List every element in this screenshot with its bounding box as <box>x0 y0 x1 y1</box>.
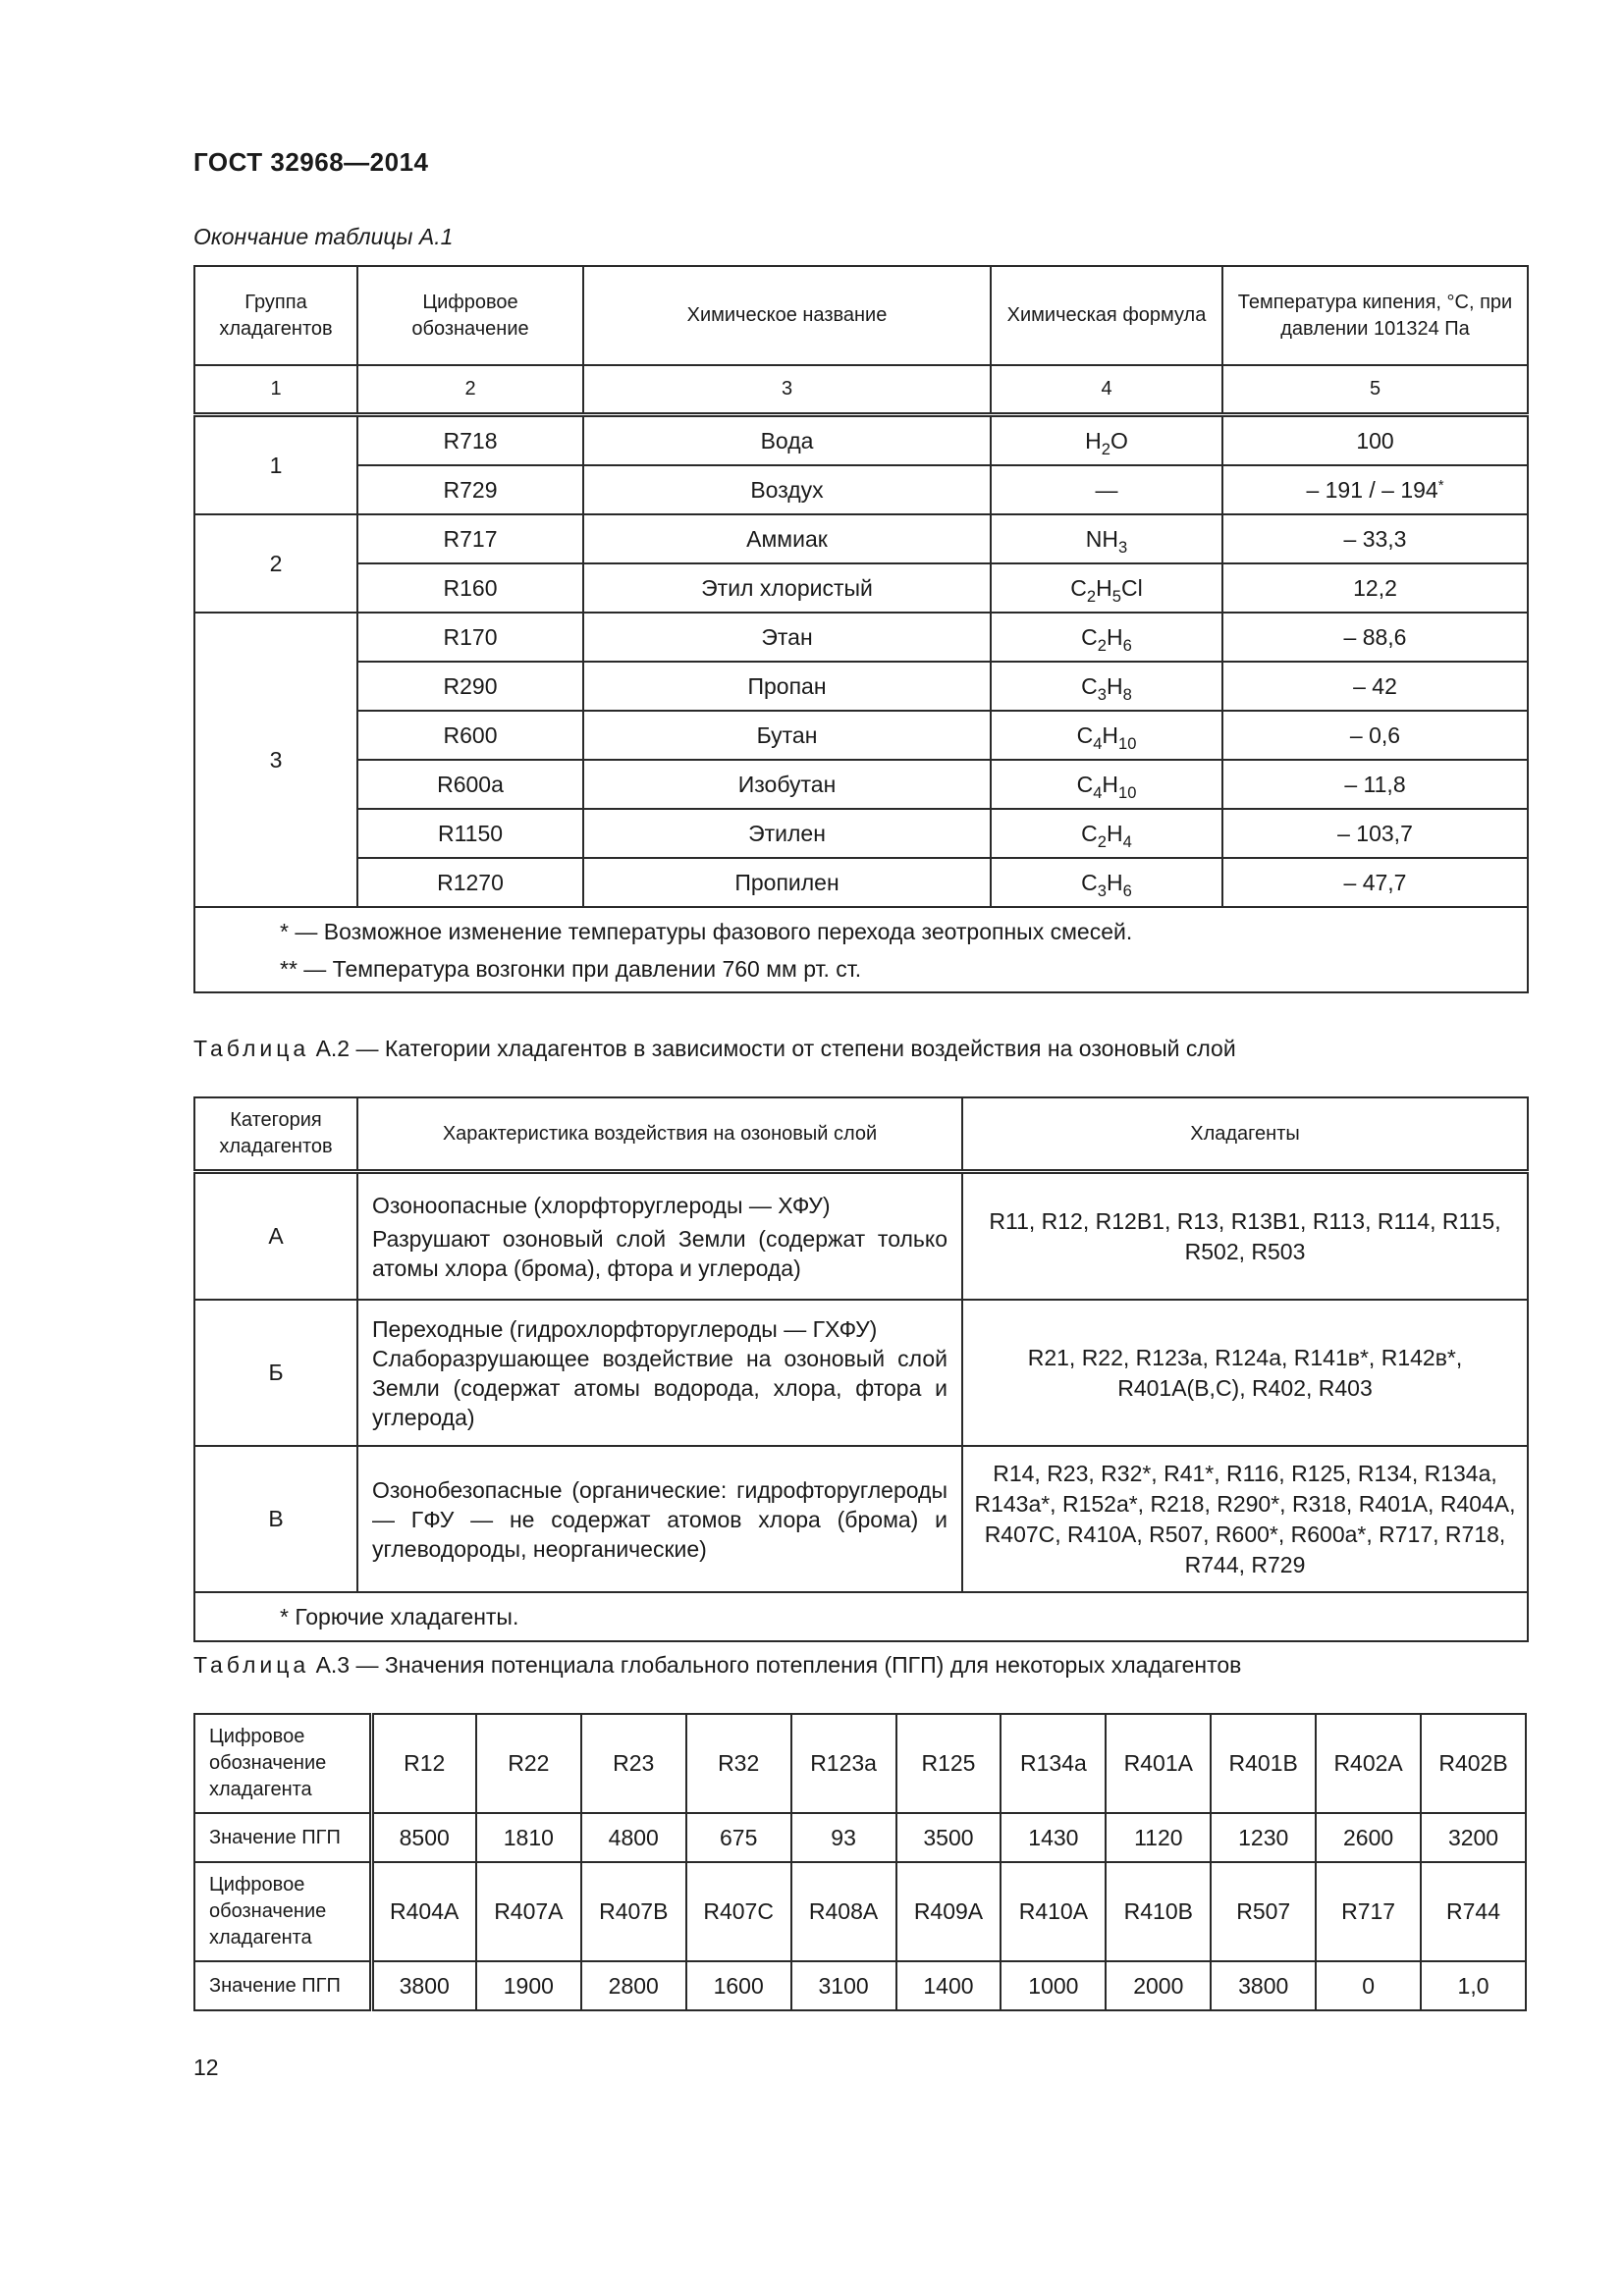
gwp-value-cell: 8500 <box>371 1813 476 1862</box>
code-cell: R410A <box>1001 1862 1106 1961</box>
group-cell: 3 <box>194 613 357 907</box>
table-a2 <box>193 1096 1529 1642</box>
code-cell: R401A <box>1106 1714 1211 1813</box>
table-row <box>194 514 1528 563</box>
description-cell <box>357 1446 962 1592</box>
standard-title: ГОСТ 32968—2014 <box>193 147 429 177</box>
gwp-value-cell: 1900 <box>476 1961 581 2010</box>
temp-cell: – 191 / – 194* <box>1222 465 1528 514</box>
caption-text: А.3 — Значения потенциала глобального потепления (ПГП) для некоторых хладагентов <box>309 1652 1242 1678</box>
code-cell: R729 <box>357 465 583 514</box>
gwp-value-cell: 1600 <box>686 1961 791 2010</box>
table-row <box>194 809 1528 858</box>
code-cell: R134a <box>1001 1714 1106 1813</box>
table-row <box>194 711 1528 760</box>
code-cell: R32 <box>686 1714 791 1813</box>
column-header: Цифровое обозначение <box>357 266 583 365</box>
gwp-value-cell: 1230 <box>1211 1813 1316 1862</box>
footnote: ** — Температура возгонки при давлении 760 мм рт. ст. <box>280 955 862 982</box>
description-title: Переходные (гидрохлорфторуглероды — ГХФУ) <box>372 1315 878 1342</box>
formula-cell: $C_2H_6$ <box>991 613 1222 662</box>
gwp-value-cell: 1000 <box>1001 1961 1106 2010</box>
category-cell: В <box>194 1446 357 1592</box>
name-cell: Пропилен <box>583 858 991 907</box>
gwp-value-cell: 2000 <box>1106 1961 1211 2010</box>
temp-cell: 12,2 <box>1222 563 1528 613</box>
refrigerants-cell: R11, R12, R12B1, R13, R13B1, R113, R114, R115, R502, R503 <box>962 1172 1528 1301</box>
code-cell: R402B <box>1421 1714 1526 1813</box>
gwp-value-cell: 3200 <box>1421 1813 1526 1862</box>
column-number: 4 <box>991 365 1222 415</box>
table-row <box>194 1172 1528 1301</box>
formula-cell: $C_4H_{10}$ <box>991 760 1222 809</box>
name-cell: Бутан <box>583 711 991 760</box>
row-label: Значение ПГП <box>194 1813 371 1862</box>
code-cell: R402A <box>1316 1714 1421 1813</box>
name-cell: Аммиак <box>583 514 991 563</box>
name-cell: Воздух <box>583 465 991 514</box>
page-number: 12 <box>193 2055 219 2080</box>
table-row <box>194 1813 1526 1862</box>
temp-cell: 100 <box>1222 415 1528 466</box>
column-number: 5 <box>1222 365 1528 415</box>
table-row <box>194 1961 1526 2010</box>
name-cell: Вода <box>583 415 991 466</box>
column-header: Химическое название <box>583 266 991 365</box>
code-cell: R160 <box>357 563 583 613</box>
gwp-value-cell: 1,0 <box>1421 1961 1526 2010</box>
gwp-value-cell: 0 <box>1316 1961 1421 2010</box>
formula-cell: $C_2H_5Cl$ <box>991 563 1222 613</box>
table-row <box>194 662 1528 711</box>
formula-cell: $C_3H_6$ <box>991 858 1222 907</box>
name-cell: Этил хлористый <box>583 563 991 613</box>
category-cell: Б <box>194 1300 357 1446</box>
table-a1-continuation-caption: Окончание таблицы А.1 <box>193 224 454 249</box>
code-cell: R407A <box>476 1862 581 1961</box>
formula-cell: $C_4H_{10}$ <box>991 711 1222 760</box>
code-cell: R125 <box>896 1714 1001 1813</box>
table-row <box>194 1446 1528 1592</box>
table-row <box>194 563 1528 613</box>
table-a3 <box>193 1713 1527 2011</box>
temp-cell: – 88,6 <box>1222 613 1528 662</box>
name-cell: Пропан <box>583 662 991 711</box>
column-header: Хладагенты <box>962 1097 1528 1172</box>
code-cell: R401B <box>1211 1714 1316 1813</box>
code-cell: R744 <box>1421 1862 1526 1961</box>
column-header: Характеристика воздействия на озоновый слой <box>357 1097 962 1172</box>
gwp-value-cell: 3500 <box>896 1813 1001 1862</box>
table-row <box>194 415 1528 466</box>
column-header: Категория хладагентов <box>194 1097 357 1172</box>
code-cell: R23 <box>581 1714 686 1813</box>
gwp-value-cell: 3100 <box>791 1961 896 2010</box>
gwp-value-cell: 3800 <box>371 1961 476 2010</box>
formula-cell: $NH_3$ <box>991 514 1222 563</box>
gwp-value-cell: 2800 <box>581 1961 686 2010</box>
code-cell: R404A <box>371 1862 476 1961</box>
code-cell: R407B <box>581 1862 686 1961</box>
table-row <box>194 1862 1526 1961</box>
code-cell: R123a <box>791 1714 896 1813</box>
name-cell: Этан <box>583 613 991 662</box>
code-cell: R410B <box>1106 1862 1211 1961</box>
footnote: * — Возможное изменение температуры фазового перехода зеотропных смесей. <box>280 918 1133 944</box>
formula-cell: $C_3H_8$ <box>991 662 1222 711</box>
code-cell: R408A <box>791 1862 896 1961</box>
table-row <box>194 760 1528 809</box>
name-cell: Изобутан <box>583 760 991 809</box>
table-row <box>194 1714 1526 1813</box>
group-cell: 1 <box>194 415 357 515</box>
group-cell: 2 <box>194 514 357 613</box>
column-header: Химическая формула <box>991 266 1222 365</box>
description-text: Разрушают озоновый слой Земли (содержат только атомы хлора (брома), фтора и углерода) <box>372 1225 947 1281</box>
gwp-value-cell: 4800 <box>581 1813 686 1862</box>
caption-text: А.2 — Категории хладагентов в зависимости от степени воздействия на озоновый слой <box>309 1036 1236 1061</box>
caption-prefix: Таблица <box>193 1036 310 1061</box>
gwp-value-cell: 675 <box>686 1813 791 1862</box>
description-title: Озоноопасные (хлорфторуглероды — ХФУ) <box>372 1192 831 1218</box>
formula-cell: — <box>991 465 1222 514</box>
column-header: Температура кипения, °С, при давлении 101324 Па <box>1222 266 1528 365</box>
code-cell: R717 <box>357 514 583 563</box>
table-a2-caption <box>193 1036 1236 1062</box>
temp-cell: – 47,7 <box>1222 858 1528 907</box>
code-cell: R718 <box>357 415 583 466</box>
column-number: 3 <box>583 365 991 415</box>
formula-cell: $H_2O$ <box>991 415 1222 466</box>
gwp-value-cell: 1120 <box>1106 1813 1211 1862</box>
description-cell <box>357 1172 962 1301</box>
formula-cell: $C_2H_4$ <box>991 809 1222 858</box>
column-header: Группа хладагентов <box>194 266 357 365</box>
table-row <box>194 613 1528 662</box>
column-number: 1 <box>194 365 357 415</box>
table-a3-caption <box>193 1652 1241 1679</box>
temp-cell: – 33,3 <box>1222 514 1528 563</box>
gwp-value-cell: 2600 <box>1316 1813 1421 1862</box>
code-cell: R409A <box>896 1862 1001 1961</box>
name-cell: Этилен <box>583 809 991 858</box>
code-cell: R170 <box>357 613 583 662</box>
temp-cell: – 11,8 <box>1222 760 1528 809</box>
code-cell: R290 <box>357 662 583 711</box>
row-label: Цифровое обозначение хладагента <box>194 1862 371 1961</box>
gwp-value-cell: 1400 <box>896 1961 1001 2010</box>
column-number: 2 <box>357 365 583 415</box>
gwp-value-cell: 1810 <box>476 1813 581 1862</box>
code-cell: R407C <box>686 1862 791 1961</box>
table-row <box>194 1300 1528 1446</box>
code-cell: R1270 <box>357 858 583 907</box>
temp-value: – 191 / – 194 <box>1306 476 1438 503</box>
code-cell: R600a <box>357 760 583 809</box>
table-a2-footnote: * Горючие хладагенты. <box>194 1592 1528 1641</box>
temp-cell: – 42 <box>1222 662 1528 711</box>
temp-cell: – 0,6 <box>1222 711 1528 760</box>
gwp-value-cell: 93 <box>791 1813 896 1862</box>
description-text: Слаборазрушающее воздействие на озоновый слой Земли (содержат атомы водорода, хлора, фтора и углерода) <box>372 1345 947 1430</box>
table-row <box>194 465 1528 514</box>
table-row <box>194 858 1528 907</box>
refrigerants-cell: R14, R23, R32*, R41*, R116, R125, R134, R134a, R143a*, R152a*, R218, R290*, R318, R401A, R404A, R407C, R410A, R507, R600*, R600a*, R717, R718, R744, R729 <box>962 1446 1528 1592</box>
table-a1 <box>193 265 1529 993</box>
row-label: Значение ПГП <box>194 1961 371 2010</box>
description-text: Озонобезопасные (органические: гидрофторуглероды — ГФУ — не содержат атомов хлора (брома) и углеводороды, неорганические) <box>372 1476 947 1562</box>
row-label: Цифровое обозначение хладагента <box>194 1714 371 1813</box>
code-cell: R507 <box>1211 1862 1316 1961</box>
table-a1-footnotes <box>194 907 1528 992</box>
gwp-value-cell: 1430 <box>1001 1813 1106 1862</box>
refrigerants-cell: R21, R22, R123a, R124a, R141в*, R142в*, R401A(B,C), R402, R403 <box>962 1300 1528 1446</box>
gwp-value-cell: 3800 <box>1211 1961 1316 2010</box>
code-cell: R1150 <box>357 809 583 858</box>
temp-cell: – 103,7 <box>1222 809 1528 858</box>
category-cell: А <box>194 1172 357 1301</box>
code-cell: R12 <box>371 1714 476 1813</box>
code-cell: R22 <box>476 1714 581 1813</box>
description-cell <box>357 1300 962 1446</box>
caption-prefix: Таблица <box>193 1652 310 1678</box>
code-cell: R717 <box>1316 1862 1421 1961</box>
code-cell: R600 <box>357 711 583 760</box>
